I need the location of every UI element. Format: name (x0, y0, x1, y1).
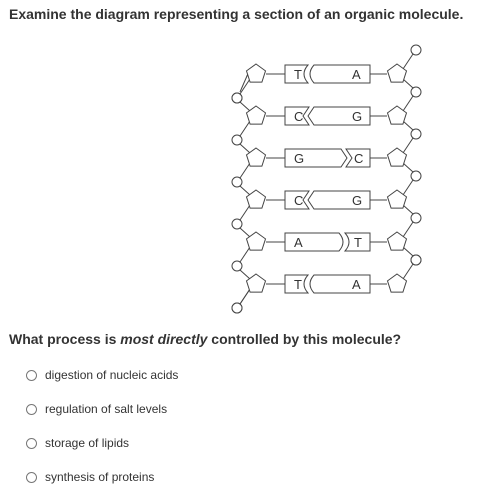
radio-button[interactable] (26, 404, 37, 415)
sugar-pentagon (388, 148, 407, 166)
radio-button[interactable] (26, 370, 37, 381)
backbone-bond (403, 79, 413, 88)
phosphate-circle (232, 303, 242, 313)
choice-digestion[interactable] (26, 368, 178, 382)
base-letter-right: G (352, 109, 363, 124)
base-letter-right: C (354, 151, 364, 166)
choice-regulation[interactable] (26, 402, 167, 416)
backbone-bond (403, 54, 413, 69)
choice-label: storage of lipids (45, 436, 130, 450)
sugar-pentagon (388, 64, 407, 82)
base-letter-left: C (294, 193, 304, 208)
phosphate-circle (411, 129, 421, 139)
base-letter-right: A (352, 67, 361, 82)
phosphate-circle (411, 87, 421, 97)
backbone-bond (240, 186, 250, 195)
radio-button[interactable] (26, 472, 37, 483)
question-emphasis: most directly (120, 331, 208, 347)
phosphate-circle (232, 219, 242, 229)
question-prompt: Examine the diagram representing a section of an organic molecule. (9, 6, 464, 22)
choice-label: regulation of salt levels (45, 402, 168, 416)
backbone-bond (403, 121, 413, 130)
backbone-bond (240, 228, 250, 237)
base-letter-right: G (352, 193, 363, 208)
backbone-bond (403, 205, 413, 214)
backbone-bond (240, 121, 250, 136)
question-text (9, 331, 401, 347)
choice-label: digestion of nucleic acids (45, 368, 179, 382)
question-before: What process is (9, 331, 121, 347)
base-letter-left: C (294, 109, 304, 124)
base-letter-left: A (294, 235, 303, 250)
backbone-bond (240, 144, 250, 153)
base-letter-right: A (352, 277, 361, 292)
backbone-bond (403, 163, 413, 172)
phosphate-circle (411, 255, 421, 265)
sugar-pentagon (247, 190, 266, 208)
phosphate-circle (232, 261, 242, 271)
sugar-pentagon (247, 64, 266, 82)
sugar-pentagon (388, 232, 407, 250)
sugar-pentagon (247, 148, 266, 166)
phosphate-circle (411, 213, 421, 223)
sugar-pentagon (388, 190, 407, 208)
phosphate-circle (232, 93, 242, 103)
phosphate-circle (232, 135, 242, 145)
choice-label: synthesis of proteins (45, 470, 155, 484)
sugar-pentagon (388, 106, 407, 124)
radio-button[interactable] (26, 438, 37, 449)
backbone-bond (403, 96, 413, 111)
backbone-bond (240, 163, 250, 178)
backbone-bond (403, 180, 413, 195)
backbone-bond (403, 138, 413, 153)
phosphate-circle (411, 171, 421, 181)
base-letter-left: G (294, 151, 305, 166)
backbone-bond (240, 270, 250, 279)
phosphate-circle (411, 45, 421, 55)
base-letter-right: T (354, 235, 362, 250)
base-right (310, 65, 370, 83)
phosphate-circle (232, 177, 242, 187)
backbone-bond (240, 289, 250, 304)
backbone-bond (403, 264, 413, 279)
sugar-pentagon (388, 274, 407, 292)
base-right (310, 275, 370, 293)
backbone-bond (240, 205, 250, 220)
backbone-bond (240, 102, 250, 111)
sugar-pentagon (247, 274, 266, 292)
backbone-bond (403, 222, 413, 237)
question-after: controlled by this molecule? (207, 331, 402, 347)
base-letter-left: T (294, 67, 302, 82)
choice-synthesis[interactable] (26, 470, 154, 484)
backbone-bond (240, 247, 250, 262)
backbone-bond (403, 247, 413, 256)
base-letter-left: T (294, 277, 302, 292)
sugar-pentagon (247, 232, 266, 250)
sugar-pentagon (247, 106, 266, 124)
choice-storage[interactable] (26, 436, 129, 450)
